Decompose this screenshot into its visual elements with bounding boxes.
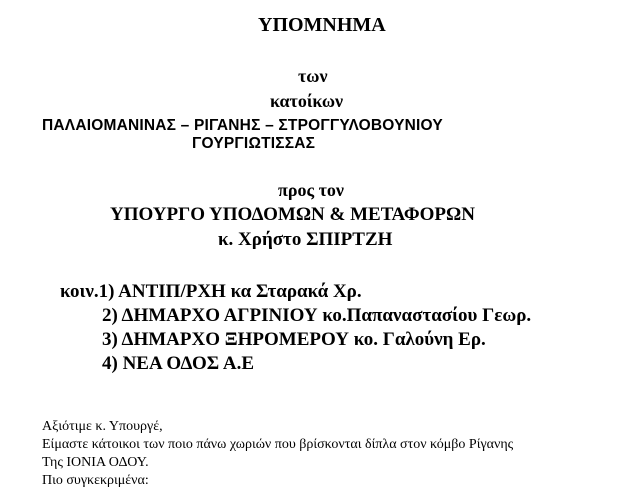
cc-item: 4) ΝΕΑ ΟΔΟΣ Α.Ε [102,353,255,374]
villages-line-1: ΠΑΛΑΙΟΜΑΝΙΝΑΣ – ΡΙΓΑΝΗΣ – ΣΤΡΟΓΓΥΛΟΒΟΥΝΙΟΥ [42,117,443,134]
letter-body-line: Είμαστε κάτοικοι των ποιο πάνω χωριών που βρίσκονται δίπλα στον κόμβο Ρίγανης [42,437,514,452]
to-word: προς τον [278,180,344,200]
villages-line-2: ΓΟΥΡΓΙΩΤΙΣΣΑΣ [192,135,316,152]
cc-item: 2) ΔΗΜΑΡΧΟ ΑΓΡΙΝΙΟΥ κο.Παπαναστασίου Γεωρ. [102,305,532,326]
document-title: ΥΠΟΜΝΗΜΑ [258,14,386,36]
letter-body-line: Της ΙΟΝΙΑ ΟΔΟΥ. [42,455,149,470]
cc-item: 3) ΔΗΜΑΡΧΟ ΞΗΡΟΜΕΡΟΥ κο. Γαλούνη Ερ. [102,329,486,350]
cc-item: κοιν.1) ΑΝΤΙΠ/ΡΧΗ κα Σταρακά Χρ. [60,281,362,302]
minister-title: ΥΠΟΥΡΓΟ ΥΠΟΔΟΜΩΝ & ΜΕΤΑΦΟΡΩΝ [110,204,475,225]
letter-salutation: Αξιότιμε κ. Υπουργέ, [42,419,163,434]
residents-word: κατοίκων [270,91,344,111]
letter-body-line: Πιο συγκεκριμένα: [42,473,149,488]
of-word: των [298,66,328,86]
minister-name: κ. Χρήστο ΣΠΙΡΤΖΗ [218,229,393,250]
